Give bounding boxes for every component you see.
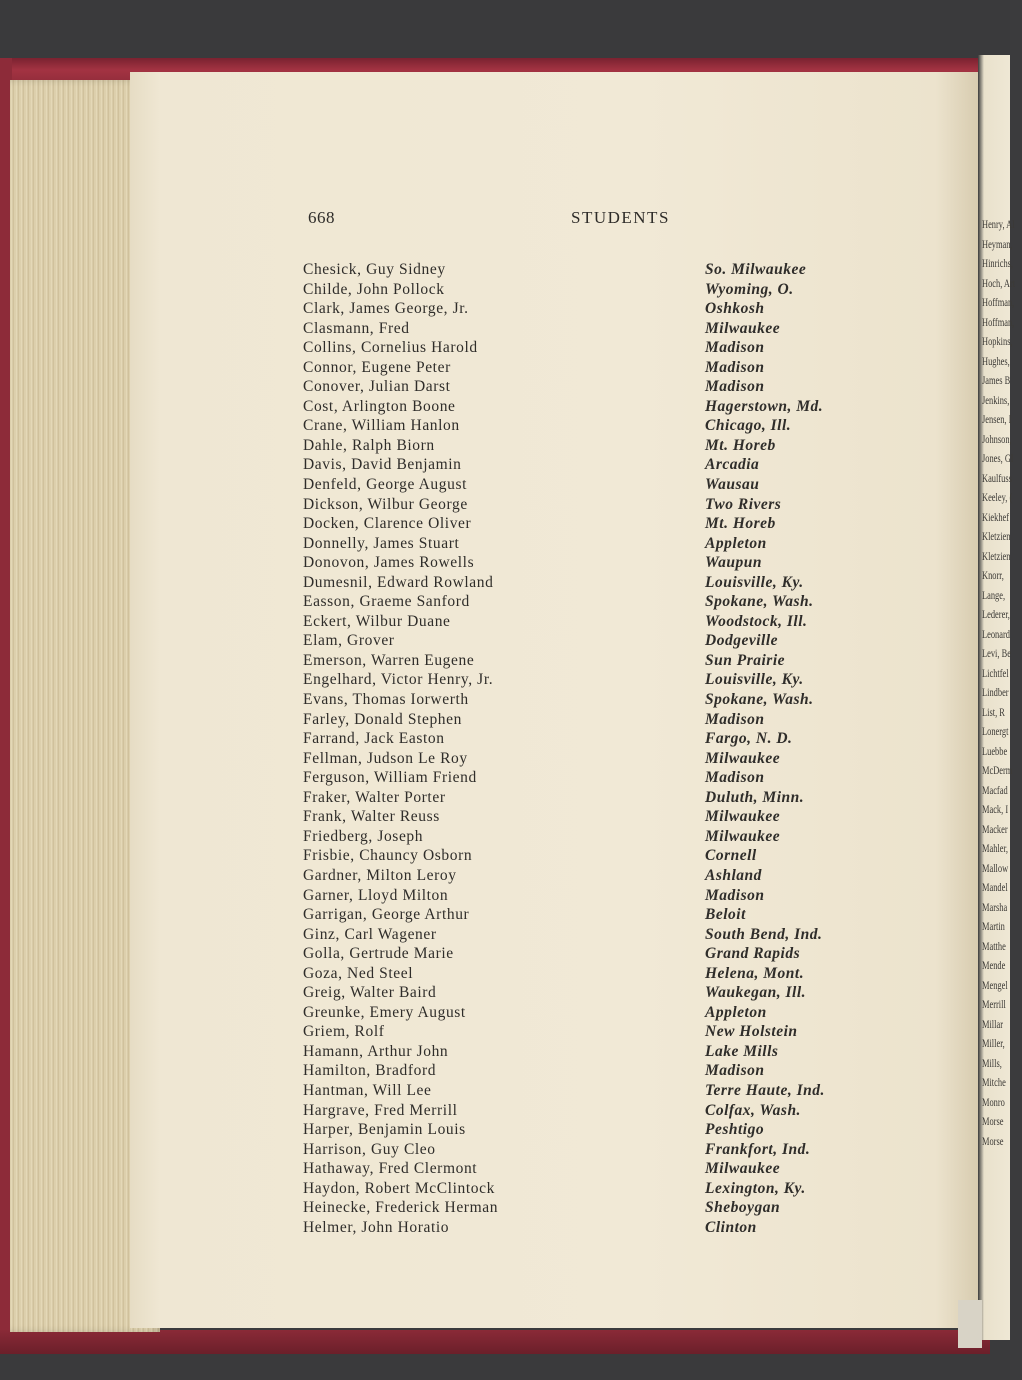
student-hometown: Sheboygan (705, 1199, 781, 1217)
student-hometown: Milwaukee (705, 1160, 781, 1178)
student-name: Donnelly, James Stuart (303, 534, 460, 552)
student-hometown: Oshkosh (705, 300, 765, 318)
student-hometown: Waukegan, Ill. (705, 984, 807, 1002)
student-name: Garrigan, George Arthur (303, 906, 470, 924)
facing-page-name-fragment: Kletzien (982, 548, 1011, 563)
facing-page-name-fragment: Jones, Gl (982, 451, 1014, 465)
student-entry (303, 1140, 883, 1160)
facing-page-name-fragment: Millar (982, 1016, 1003, 1031)
facing-page-name-fragment: Miller, (982, 1036, 1005, 1050)
student-entry (303, 319, 883, 339)
student-hometown: New Holstein (705, 1023, 798, 1041)
facing-page-name-fragment: Luebbe (982, 743, 1008, 758)
facing-page-name-fragment: Merrill (982, 997, 1006, 1011)
student-hometown: Duluth, Minn. (705, 788, 805, 806)
facing-page-name-fragment: Keeley, ( (982, 490, 1013, 504)
student-hometown: Madison (705, 378, 765, 396)
student-entry (303, 475, 883, 495)
student-hometown: Beloit (705, 906, 746, 924)
facing-page-name-fragment: Lederer, (982, 607, 1010, 621)
facing-page-name-fragment: McDerm (982, 763, 1013, 777)
student-name: Helmer, John Horatio (303, 1218, 450, 1236)
student-hometown: Helena, Mont. (705, 964, 805, 982)
student-name: Dahle, Ralph Biorn (303, 436, 435, 454)
student-hometown: Madison (705, 358, 765, 376)
student-hometown: Appleton (705, 534, 767, 552)
facing-page-name-fragment: Mengel (982, 977, 1008, 992)
student-name: Denfeld, George August (303, 476, 468, 494)
student-name: Donovon, James Rowells (303, 554, 475, 572)
student-hometown: Woodstock, Ill. (705, 612, 808, 630)
student-entry (303, 729, 883, 749)
student-entry (303, 573, 883, 593)
facing-page-name-fragment: Hoffman, (982, 295, 1015, 309)
student-entry (303, 1159, 883, 1179)
facing-page-sliver (978, 55, 1016, 1340)
student-name: Harrison, Guy Cleo (303, 1140, 436, 1158)
student-hometown: Madison (705, 710, 765, 728)
student-entry (303, 299, 883, 319)
student-name: Gardner, Milton Leroy (303, 866, 457, 884)
student-entry (303, 749, 883, 769)
student-name: Greig, Walter Baird (303, 984, 437, 1002)
student-entry (303, 827, 883, 847)
student-name: Hargrave, Fred Merrill (303, 1101, 458, 1119)
student-entry (303, 886, 883, 906)
student-name: Ginz, Carl Wagener (303, 925, 437, 943)
student-hometown: Two Rivers (705, 495, 782, 513)
student-hometown: Madison (705, 769, 765, 787)
student-name: Clasmann, Fred (303, 319, 410, 337)
student-entry (303, 534, 883, 554)
facing-page-name-fragment: Kletzien (982, 529, 1011, 543)
facing-page-name-fragment: Monro (982, 1094, 1005, 1109)
student-name: Conover, Julian Darst (303, 378, 451, 396)
facing-page-name-fragment: List, R (982, 704, 1005, 719)
student-hometown: Waupun (705, 554, 762, 572)
student-entry (303, 416, 883, 436)
facing-page-name-fragment: Mills, (982, 1055, 1002, 1070)
student-hometown: Lake Mills (705, 1042, 779, 1060)
student-hometown: Madison (705, 1062, 765, 1080)
student-name: Elam, Grover (303, 632, 395, 650)
student-entry (303, 690, 883, 710)
student-name: Connor, Eugene Peter (303, 358, 451, 376)
student-hometown: Appleton (705, 1003, 767, 1021)
student-name: Farley, Donald Stephen (303, 710, 462, 728)
student-name: Evans, Thomas Iorwerth (303, 691, 469, 709)
student-entry (303, 1081, 883, 1101)
facing-page-name-fragment: Knorr, (982, 568, 1004, 582)
student-name: Hamann, Arthur John (303, 1042, 449, 1060)
student-entry (303, 1061, 883, 1081)
student-listing (303, 260, 883, 1237)
student-name: Chesick, Guy Sidney (303, 261, 446, 278)
facing-page-name-fragment: Heyman, (982, 236, 1013, 251)
student-name: Heinecke, Frederick Herman (303, 1199, 499, 1217)
student-name: Garner, Lloyd Milton (303, 886, 449, 904)
student-hometown: Louisville, Ky. (705, 671, 804, 689)
student-entry (303, 631, 883, 651)
student-name: Griem, Rolf (303, 1023, 385, 1041)
student-name: Collins, Cornelius Harold (303, 339, 478, 357)
student-name: Frank, Walter Reuss (303, 808, 440, 826)
facing-page-name-fragment: Lindber (982, 685, 1009, 699)
student-entry (303, 455, 883, 475)
facing-page-name-fragment: Mahler, (982, 841, 1009, 855)
student-hometown: Madison (705, 339, 765, 357)
student-entry (303, 964, 883, 984)
facing-page-name-fragment: Macker (982, 821, 1008, 836)
student-name: Clark, James George, Jr. (303, 300, 469, 318)
facing-page-name-fragment: Levi, Be (982, 646, 1011, 660)
student-hometown: Milwaukee (705, 319, 781, 337)
student-hometown: Fargo, N. D. (705, 730, 793, 748)
facing-page-name-fragment: Matthe (982, 938, 1006, 953)
student-name: Frisbie, Chauncy Osborn (303, 847, 473, 865)
facing-page-name-fragment: Mende (982, 958, 1006, 972)
student-entry (303, 1003, 883, 1023)
student-hometown: Spokane, Wash. (705, 593, 814, 611)
facing-page-name-fragment: Lange, (982, 587, 1006, 602)
student-entry (303, 1101, 883, 1121)
page-number: 668 (308, 208, 335, 227)
student-hometown: Cornell (705, 847, 757, 865)
student-entry (303, 1042, 883, 1062)
student-hometown: Chicago, Ill. (705, 417, 792, 435)
student-entry (303, 925, 883, 945)
facing-page-name-fragment: Henry, Al (982, 217, 1015, 231)
student-entry (303, 612, 883, 632)
student-hometown: Sun Prairie (705, 651, 786, 669)
student-entry (303, 1120, 883, 1140)
student-entry (303, 338, 883, 358)
facing-page-name-fragment: Mallow (982, 860, 1009, 875)
student-name: Davis, David Benjamin (303, 456, 462, 474)
student-name: Fraker, Walter Porter (303, 788, 446, 806)
student-entry (303, 670, 883, 690)
student-name: Crane, William Hanlon (303, 417, 460, 435)
student-entry (303, 397, 883, 417)
student-entry (303, 788, 883, 808)
student-name: Fellman, Judson Le Roy (303, 749, 468, 767)
facing-page-name-fragment: Hopkins, (982, 334, 1013, 348)
student-hometown: Arcadia (705, 456, 760, 474)
student-hometown: Louisville, Ky. (705, 573, 804, 591)
student-entry (303, 260, 883, 280)
facing-page-name-fragments (982, 215, 1022, 1151)
student-entry (303, 768, 883, 788)
student-entry (303, 592, 883, 612)
student-hometown: Frankfort, Ind. (705, 1140, 811, 1158)
student-name: Friedberg, Joseph (303, 827, 424, 845)
facing-page-name-fragment: Johnson, (982, 431, 1012, 446)
student-entry (303, 495, 883, 515)
student-entry (303, 514, 883, 534)
facing-page-name-fragment: Hoffman, (982, 314, 1015, 329)
student-hometown: Milwaukee (705, 827, 781, 845)
student-entry (303, 1198, 883, 1218)
student-entry (303, 377, 883, 397)
student-name: Haydon, Robert McClintock (303, 1179, 495, 1197)
student-name: Eckert, Wilbur Duane (303, 612, 451, 630)
student-name: Dickson, Wilbur George (303, 495, 468, 513)
student-hometown: Dodgeville (705, 632, 779, 650)
student-entry (303, 651, 883, 671)
student-entry (303, 710, 883, 730)
facing-page-name-fragment: Hoch, Art (982, 275, 1016, 290)
scan-page-tab (958, 1300, 982, 1348)
facing-page-name-fragment: Leonard (982, 626, 1010, 641)
section-title: STUDENTS (571, 208, 670, 227)
student-entry (303, 905, 883, 925)
student-name: Ferguson, William Friend (303, 769, 477, 787)
student-name: Emerson, Warren Eugene (303, 651, 475, 669)
student-entry (303, 358, 883, 378)
book-cover-bottom-edge (0, 1330, 990, 1354)
facing-page-name-fragment: Kiekhef (982, 509, 1010, 524)
facing-page-name-fragment: Lichtfel (982, 665, 1009, 680)
student-entry (303, 1022, 883, 1042)
student-name: Greunke, Emery August (303, 1003, 466, 1021)
student-hometown: Wausau (705, 476, 760, 494)
student-hometown: Spokane, Wash. (705, 691, 814, 709)
student-entry (303, 1179, 883, 1199)
student-name: Childe, John Pollock (303, 280, 445, 298)
student-entry (303, 846, 883, 866)
student-entry (303, 1218, 883, 1238)
facing-page-name-fragment: Mandel (982, 880, 1008, 894)
student-hometown: Wyoming, O. (705, 280, 794, 298)
facing-page-name-fragment: Kaulfuss (982, 470, 1012, 485)
student-hometown: Colfax, Wash. (705, 1101, 801, 1119)
student-hometown: Terre Haute, Ind. (705, 1081, 825, 1099)
student-hometown: Lexington, Ky. (705, 1179, 806, 1197)
student-name: Harper, Benjamin Louis (303, 1121, 466, 1139)
student-name: Hathaway, Fred Clermont (303, 1160, 478, 1178)
student-hometown: Peshtigo (705, 1121, 765, 1139)
student-name: Golla, Gertrude Marie (303, 945, 454, 963)
student-name: Hamilton, Bradford (303, 1062, 437, 1080)
facing-page-name-fragment: Hinrichs, (982, 256, 1014, 270)
student-hometown: Milwaukee (705, 808, 781, 826)
student-hometown: Grand Rapids (705, 945, 801, 963)
student-entry (303, 436, 883, 456)
student-name: Docken, Clarence Oliver (303, 515, 472, 533)
facing-page-name-fragment: Morse (982, 1133, 1004, 1148)
facing-page-name-fragment: Martin (982, 919, 1005, 933)
facing-page-name-fragment: Hughes, (982, 353, 1010, 368)
student-hometown: Clinton (705, 1218, 757, 1236)
student-name: Engelhard, Victor Henry, Jr. (303, 671, 494, 689)
student-hometown: Hagerstown, Md. (705, 397, 824, 415)
student-name: Cost, Arlington Boone (303, 397, 456, 415)
student-entry (303, 944, 883, 964)
student-entry (303, 866, 883, 886)
student-hometown: Milwaukee (705, 749, 781, 767)
student-entry (303, 553, 883, 573)
student-name: Farrand, Jack Easton (303, 730, 445, 748)
student-hometown: South Bend, Ind. (705, 925, 823, 943)
facing-page-name-fragment: Morse (982, 1114, 1004, 1128)
student-name: Easson, Graeme Sanford (303, 593, 470, 611)
student-hometown: Mt. Horeb (705, 436, 776, 454)
student-hometown: So. Milwaukee (705, 261, 807, 278)
student-entry (303, 280, 883, 300)
facing-page-name-fragment: Lonergt (982, 724, 1009, 738)
student-entry (303, 807, 883, 827)
facing-page-name-fragment: Mitche (982, 1075, 1006, 1089)
facing-page-name-fragment: Marsha (982, 899, 1008, 914)
facing-page-name-fragment: James B (982, 373, 1011, 387)
student-hometown: Mt. Horeb (705, 515, 776, 533)
facing-page-name-fragment: Jenkins, (982, 392, 1010, 407)
facing-page-name-fragment: Jensen, I (982, 412, 1012, 426)
student-name: Dumesnil, Edward Rowland (303, 573, 494, 591)
student-name: Goza, Ned Steel (303, 964, 414, 982)
student-name: Hantman, Will Lee (303, 1081, 432, 1099)
student-hometown: Madison (705, 886, 765, 904)
student-hometown: Ashland (705, 866, 762, 884)
student-entry (303, 983, 883, 1003)
facing-page-name-fragment: Mack, I (982, 802, 1009, 816)
facing-page-name-fragment: Macfad (982, 782, 1008, 797)
